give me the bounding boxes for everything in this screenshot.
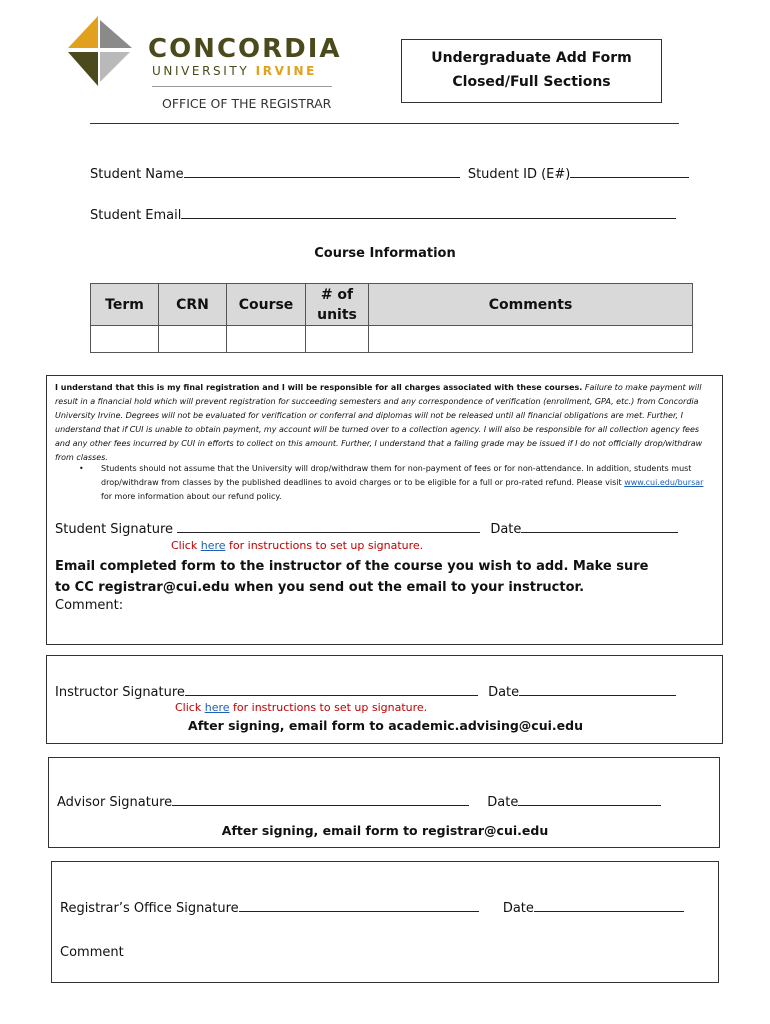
term-cell[interactable] [91,326,159,353]
col-term: Term [91,284,159,326]
advisor-signature-field[interactable] [172,792,469,806]
comments-cell[interactable] [369,326,693,353]
registrar-signature-row [60,898,684,916]
student-name-label: Student Name [90,167,184,182]
instructor-help-link[interactable]: here [204,701,230,714]
table-row [91,326,693,353]
student-email-row [90,205,676,223]
instructor-box [46,655,723,744]
student-signature-field[interactable] [177,519,480,533]
student-agreement-box [46,375,723,645]
advisor-signature-row [57,792,661,810]
signature-help-link[interactable]: here [200,539,226,552]
registrar-box [51,861,719,983]
office-name: OFFICE OF THE REGISTRAR [162,96,332,111]
student-name-row [90,164,689,182]
advisor-box [48,757,720,848]
student-id-label: Student ID (E#) [467,167,571,182]
student-signature-label: Student Signature [55,522,174,537]
col-crn: CRN [159,284,227,326]
advisor-after-signing: After signing, email form to registrar@cui.edu [221,823,549,838]
registrar-signature-field[interactable] [239,898,479,912]
header-divider [90,123,679,124]
instructor-date-label: Date [488,685,520,700]
student-comment-label: Comment: [55,598,124,613]
form-title-box [401,39,662,103]
col-units: # of units [306,284,369,326]
email-instruction: Email completed form to the instructor of the course you wish to add. Make sure to CC registrar@cui.edu when you send out the email to your instructor. [55,559,649,595]
course-info-heading: Course Information [314,246,456,261]
form-subtitle: Closed/Full Sections [452,74,611,90]
refund-bullet: • Students should not assume that the University will drop/withdraw them for non-payment of fees or for non-attendance. In addition, students must drop/withdraw from classes by the published deadlines to avoid charges or to be eligible for a full or pro-rated refund. Please visit www.cui.edu/bursar for more information about our refund policy. [79,464,704,501]
student-date-field[interactable] [521,519,678,533]
student-email-field[interactable] [181,205,676,219]
bursar-link[interactable]: www.cui.edu/bursar [624,478,704,487]
instructor-signature-help: Click here for instructions to set up signature. [175,701,428,714]
col-comments: Comments [369,284,693,326]
registrar-date-field[interactable] [534,898,684,912]
logo-wordmark: CONCORDIA [148,34,342,64]
advisor-signature-label: Advisor Signature [57,795,173,810]
student-signature-help: Click here for instructions to set up signature. [171,539,424,552]
units-cell[interactable] [306,326,369,353]
registrar-date-label: Date [502,901,534,916]
logo-rule [152,86,332,87]
concordia-cross-icon [64,16,134,88]
student-email-label: Student Email [90,208,182,223]
instructor-signature-row [55,682,676,700]
instructor-date-field[interactable] [519,682,676,696]
student-signature-row [55,519,678,537]
instructor-after-signing: After signing, email form to academic.advising@cui.edu [188,718,583,733]
form-title: Undergraduate Add Form [431,50,632,66]
instructor-signature-label: Instructor Signature [55,685,185,700]
student-name-field[interactable] [184,164,460,178]
course-table-header [91,284,693,326]
course-table [90,283,693,353]
registrar-signature-label: Registrar’s Office Signature [60,901,239,916]
student-id-field[interactable] [570,164,689,178]
advisor-date-label: Date [487,795,519,810]
student-date-label: Date [490,522,522,537]
logo [64,14,342,114]
course-cell[interactable] [227,326,306,353]
instructor-signature-field[interactable] [185,682,478,696]
crn-cell[interactable] [159,326,227,353]
advisor-date-field[interactable] [518,792,661,806]
registrar-comment-label: Comment [60,945,124,960]
col-course: Course [227,284,306,326]
agreement-text: I understand that this is my final registration and I will be responsible for all charges associated with these courses. Failure to make payment will result in a financial hold which will prevent registration for succeeding semesters and any correspondence of verification (enrollment, GPA, etc.) from Concordia University Irvine. Degrees will not be evaluated for verification or conferral and diplomas will not be released until all financial obligations are met. Further, I understand that if CUI is unable to obtain payment, my account will be turned over to a collection agency. I will also be responsible for all collection agency fees and any other fees incurred by CUI in efforts to collect on this amount. Further, I understand that a failing grade may be issued if I do not officially drop/withdraw from classes. [55,383,703,462]
logo-subtitle: UNIVERSITY IRVINE [152,64,317,78]
